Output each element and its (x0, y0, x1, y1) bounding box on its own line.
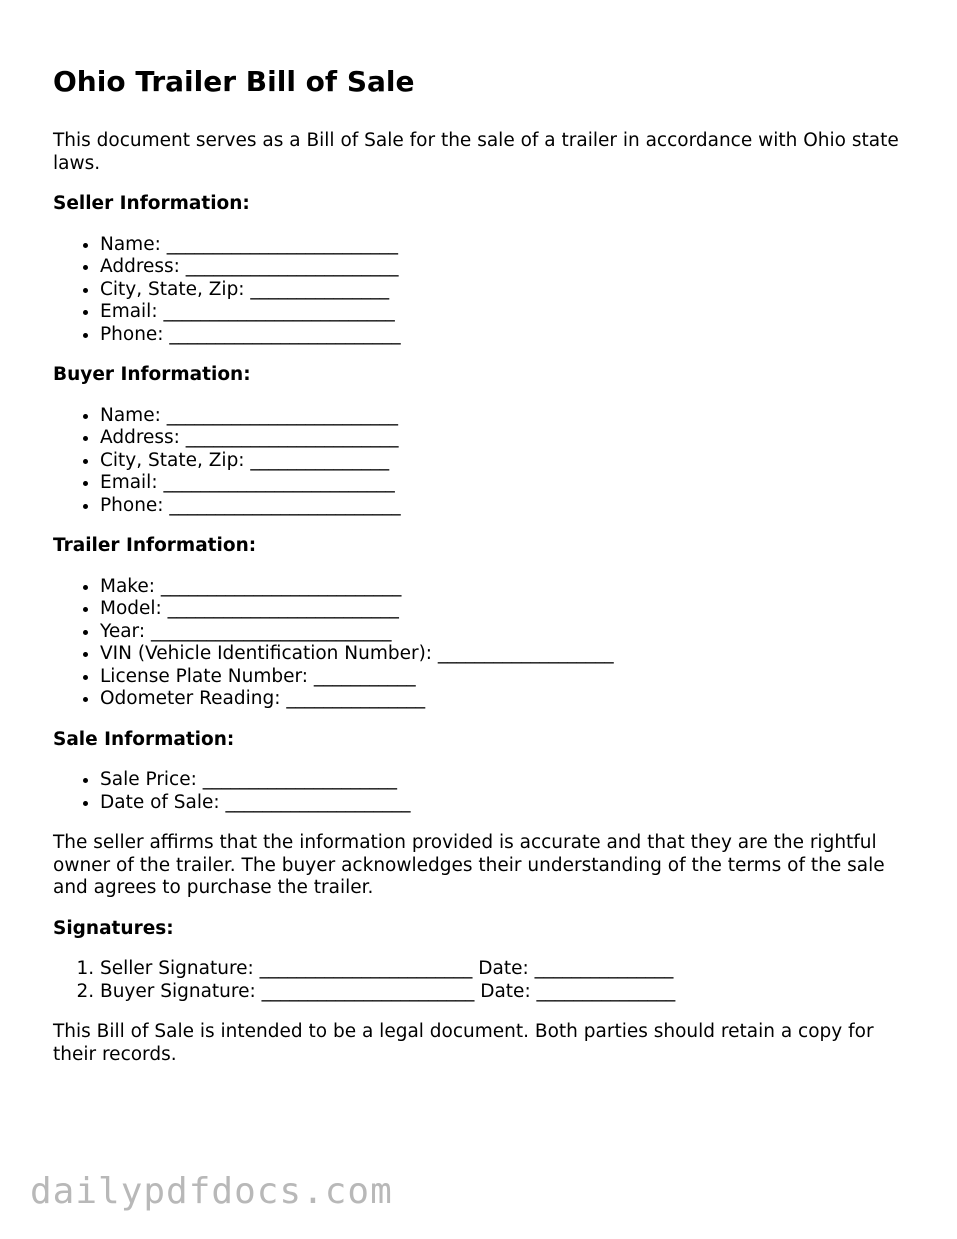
closing-paragraph: This Bill of Sale is intended to be a legal document. Both parties should retain a copy for their records. (53, 1021, 874, 1065)
signatures-list (53, 958, 913, 1003)
trailer-make-field: • Make: __________________________ (100, 576, 913, 599)
buyer-list (53, 405, 913, 518)
sale-list (53, 769, 913, 814)
seller-name-field: • Name: _________________________ (100, 234, 913, 257)
seller-heading: Seller Information: (53, 193, 250, 214)
trailer-odometer-field: • Odometer Reading: _______________ (100, 688, 913, 711)
trailer-license-plate-field: • License Plate Number: ___________ (100, 666, 913, 689)
buyer-city-state-zip-field: • City, State, Zip: _______________ (100, 450, 913, 473)
seller-city-state-zip-field: • City, State, Zip: _______________ (100, 279, 913, 302)
buyer-name-field: • Name: _________________________ (100, 405, 913, 428)
trailer-model-field: • Model: _________________________ (100, 598, 913, 621)
sale-price-field: • Sale Price: _____________________ (100, 769, 913, 792)
trailer-vin-field: • VIN (Vehicle Identification Number): ___________________ (100, 643, 913, 666)
buyer-phone-field: • Phone: _________________________ (100, 495, 913, 518)
seller-list (53, 234, 913, 347)
intro-paragraph: This document serves as a Bill of Sale for the sale of a trailer in accordance with Ohio state laws. (53, 130, 899, 174)
trailer-heading: Trailer Information: (53, 535, 257, 556)
buyer-email-field: • Email: _________________________ (100, 472, 913, 495)
signatures-heading: Signatures: (53, 917, 174, 939)
buyer-signature-line: 2. Buyer Signature: _______________________ Date: _______________ (100, 981, 913, 1004)
seller-signature-line: 1. Seller Signature: _______________________ Date: _______________ (100, 958, 913, 981)
document-title: Ohio Trailer Bill of Sale (53, 65, 415, 98)
document-page (53, 62, 913, 1084)
sale-heading: Sale Information: (53, 728, 235, 750)
seller-email-field: • Email: _________________________ (100, 301, 913, 324)
trailer-list (53, 576, 913, 711)
buyer-address-field: • Address: _______________________ (100, 427, 913, 450)
affirmation-paragraph: The seller affirms that the information provided is accurate and that they are the rightful owner of the trailer. The buyer acknowledges their understanding of the terms of the sale and agrees to purchase the trailer. (53, 832, 885, 898)
watermark: dailypdfdocs.com (30, 1171, 393, 1212)
buyer-heading: Buyer Information: (53, 364, 251, 385)
sale-date-field: • Date of Sale: ____________________ (100, 792, 913, 815)
seller-phone-field: • Phone: _________________________ (100, 324, 913, 347)
trailer-year-field: • Year: __________________________ (100, 621, 913, 644)
seller-address-field: • Address: _______________________ (100, 256, 913, 279)
